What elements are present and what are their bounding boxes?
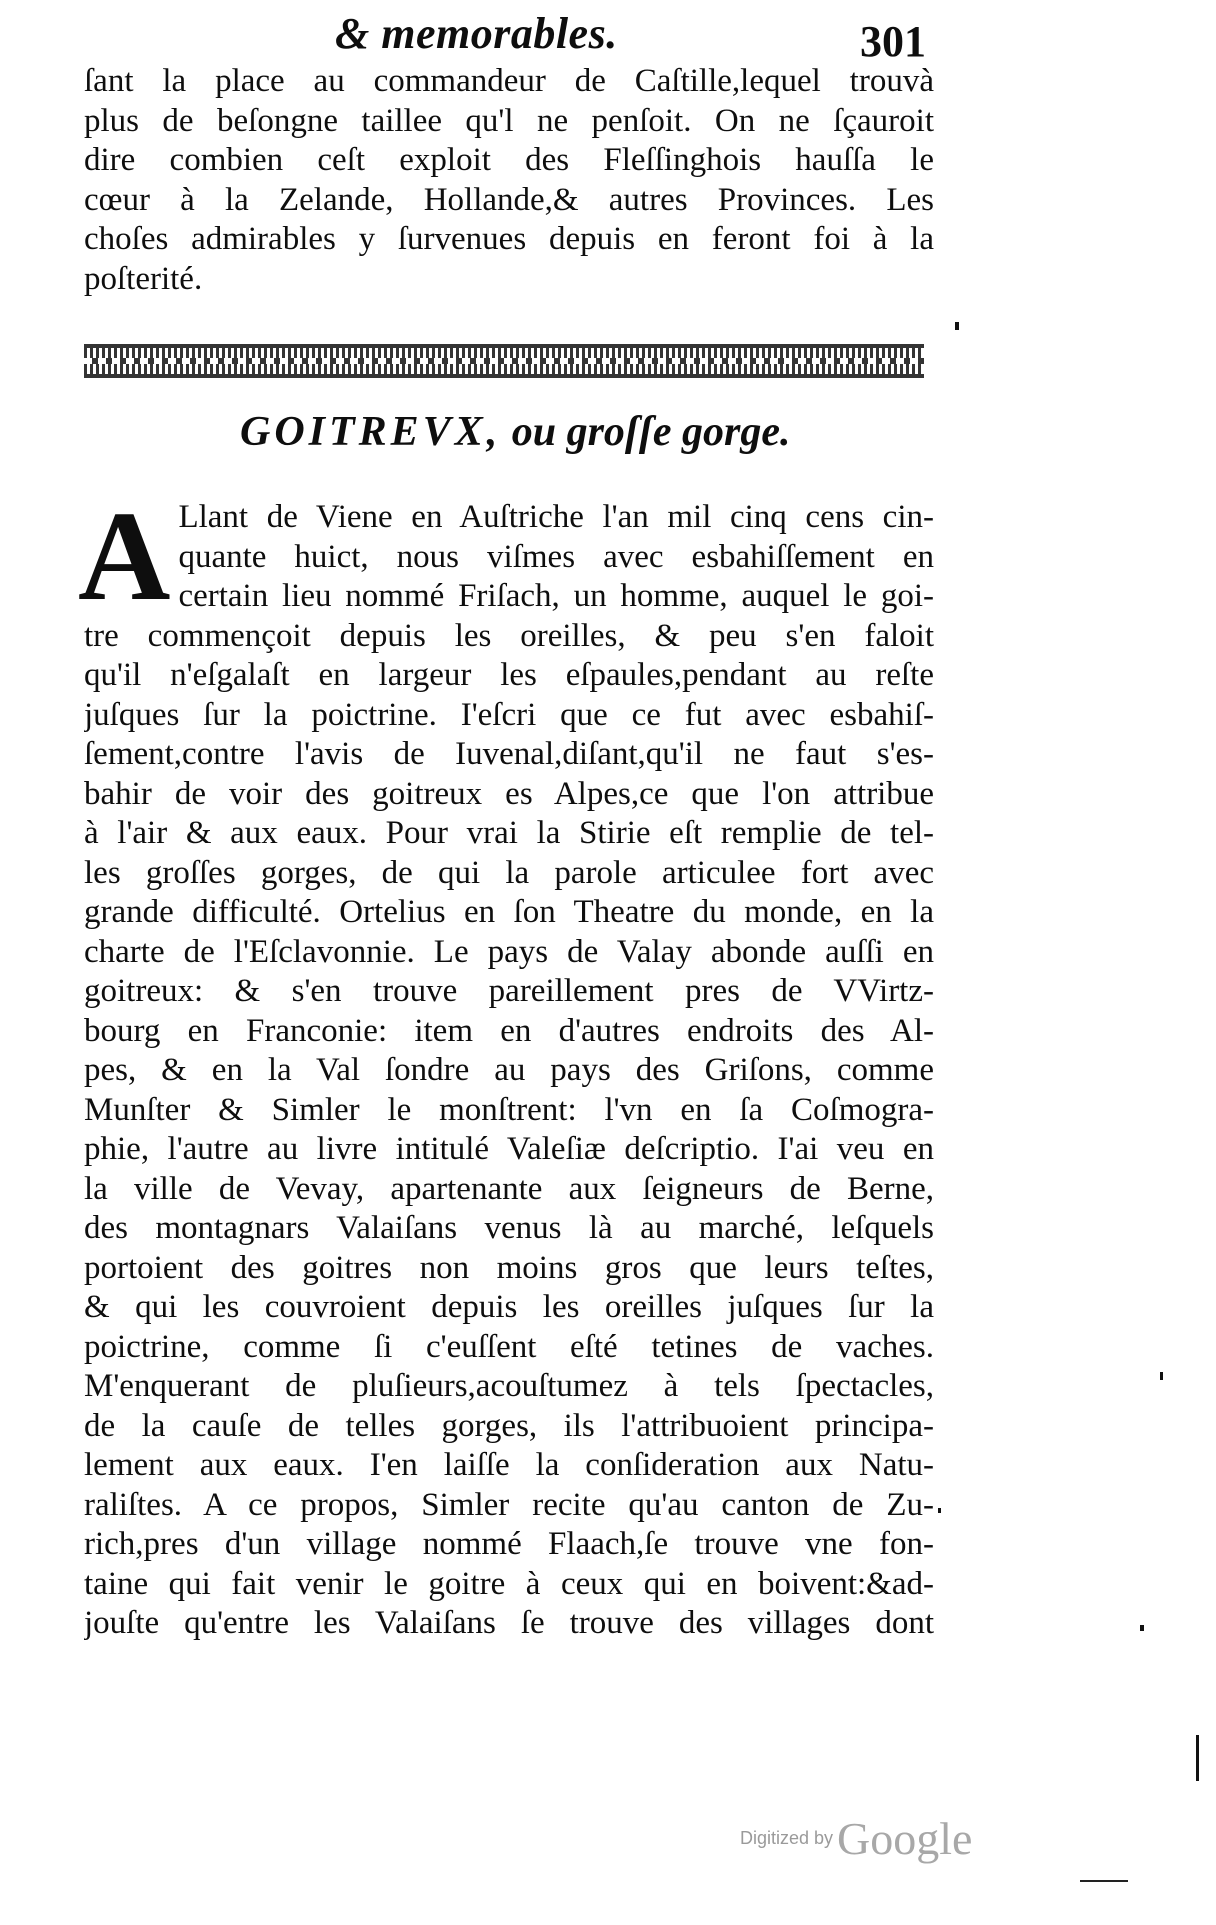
margin-dash	[1080, 1880, 1128, 1882]
margin-rule	[1196, 1735, 1199, 1781]
text-line: juſques ſur la poictrine. I'eſcri que ce fut avec esbahiſ-	[84, 696, 934, 733]
digitization-watermark	[740, 1812, 972, 1865]
text-line: raliſtes. A ce propos, Simler recite qu'au canton de Zu-	[84, 1486, 934, 1523]
text-line: plus de beſongne taillee qu'l ne penſoit. On ne ſçauroit	[84, 102, 934, 139]
text-line: jouſte qu'entre les Valaiſans ſe trouve des villages dont	[84, 1605, 934, 1641]
text-line: charte de l'Eſclavonnie. Le pays de Valay abonde auſſi en	[84, 933, 934, 970]
running-head: & memorables.	[335, 9, 618, 58]
text-line: pes, & en la Val ſondre au pays des Griſons, comme	[84, 1052, 934, 1088]
print-speck	[1160, 1372, 1163, 1380]
text-line: ſant la place au commandeur de Caſtille,lequel trouvà	[84, 63, 934, 99]
top-paragraph	[84, 62, 934, 299]
ornamental-divider	[84, 344, 924, 378]
text-line: certain lieu nommé Friſach, un homme, auquel le goi-	[178, 578, 934, 614]
text-line: phie, l'autre au livre intitulé Valeſiæ deſcriptio. I'ai veu en	[84, 1131, 934, 1167]
section-title	[240, 408, 800, 456]
text-line: tre commençoit depuis les oreilles, & peu s'en faloit	[84, 617, 934, 654]
text-line: dire combien ceſt exploit des Fleſſinghois hauſſa le	[84, 142, 934, 178]
print-speck	[938, 1508, 941, 1513]
text-line: qu'il n'eſgalaſt en largeur les eſpaules,pendant au reſte	[84, 657, 934, 693]
watermark-logo: Google	[837, 1813, 973, 1864]
text-line: Llant de Viene en Auſtriche l'an mil cinq cens cin-	[178, 499, 934, 535]
section-title-rest: ou groſſe gorge.	[511, 409, 791, 455]
text-line: rich,pres d'un village nommé Flaach,ſe trouve vne fon-	[84, 1526, 934, 1562]
text-line: ſement,contre l'avis de Iuvenal,diſant,qu'il ne faut s'es-	[84, 736, 934, 772]
text-line: M'enquerant de pluſieurs,acouſtumez à tels ſpectacles,	[84, 1368, 934, 1404]
text-line: des montagnars Valaiſans venus là au marché, leſquels	[84, 1210, 934, 1246]
text-line: à l'air & aux eaux. Pour vrai la Stirie eſt remplie de tel-	[84, 815, 934, 851]
text-line: Munſter & Simler le monſtrent: l'vn en ſa Coſmogra-	[84, 1091, 934, 1128]
text-line: cœur à la Zelande, Hollande,& autres Provinces. Les	[84, 181, 934, 218]
text-line: taine qui fait venir le goitre à ceux qui en boivent:&ad-	[84, 1565, 934, 1602]
text-line: choſes admirables y ſurvenues depuis en feront foi à la	[84, 221, 934, 257]
text-line: lement aux eaux. I'en laiſſe la conſideration aux Natu-	[84, 1447, 934, 1483]
text-line: poictrine, comme ſi c'euſſent eſté tetines de vaches.	[84, 1328, 934, 1365]
body-paragraph	[78, 485, 934, 1644]
watermark-digitized-label: Digitized by	[740, 1828, 834, 1848]
text-line: grande difficulté. Ortelius en ſon Theatre du monde, en la	[84, 894, 934, 930]
drop-cap: A	[78, 485, 171, 627]
text-line: les groſſes gorges, de qui la parole articulee fort avec	[84, 854, 934, 891]
text-line: goitreux: & s'en trouve pareillement pres de VVirtz-	[84, 973, 934, 1009]
text-line: bourg en Franconie: item en d'autres endroits des Al-	[84, 1012, 934, 1049]
page-number: 301	[860, 17, 926, 66]
text-line: bahir de voir des goitreux es Alpes,ce que l'on attribue	[84, 775, 934, 812]
text-line: quante huict, nous viſmes avec esbahiſſement en	[178, 538, 934, 575]
text-line: la ville de Vevay, apartenante aux ſeigneurs de Berne,	[84, 1170, 934, 1207]
text-line: & qui les couvroient depuis les oreilles juſques ſur la	[84, 1289, 934, 1325]
text-line: portoient des goitres non moins gros que leurs teſtes,	[84, 1249, 934, 1286]
section-title-caps: GOITREVX,	[240, 409, 502, 455]
print-speck	[1140, 1625, 1144, 1631]
text-line: poſterité.	[84, 260, 203, 297]
print-speck	[955, 322, 959, 330]
text-line: de la cauſe de telles gorges, ils l'attribuoient principa-	[84, 1407, 934, 1444]
